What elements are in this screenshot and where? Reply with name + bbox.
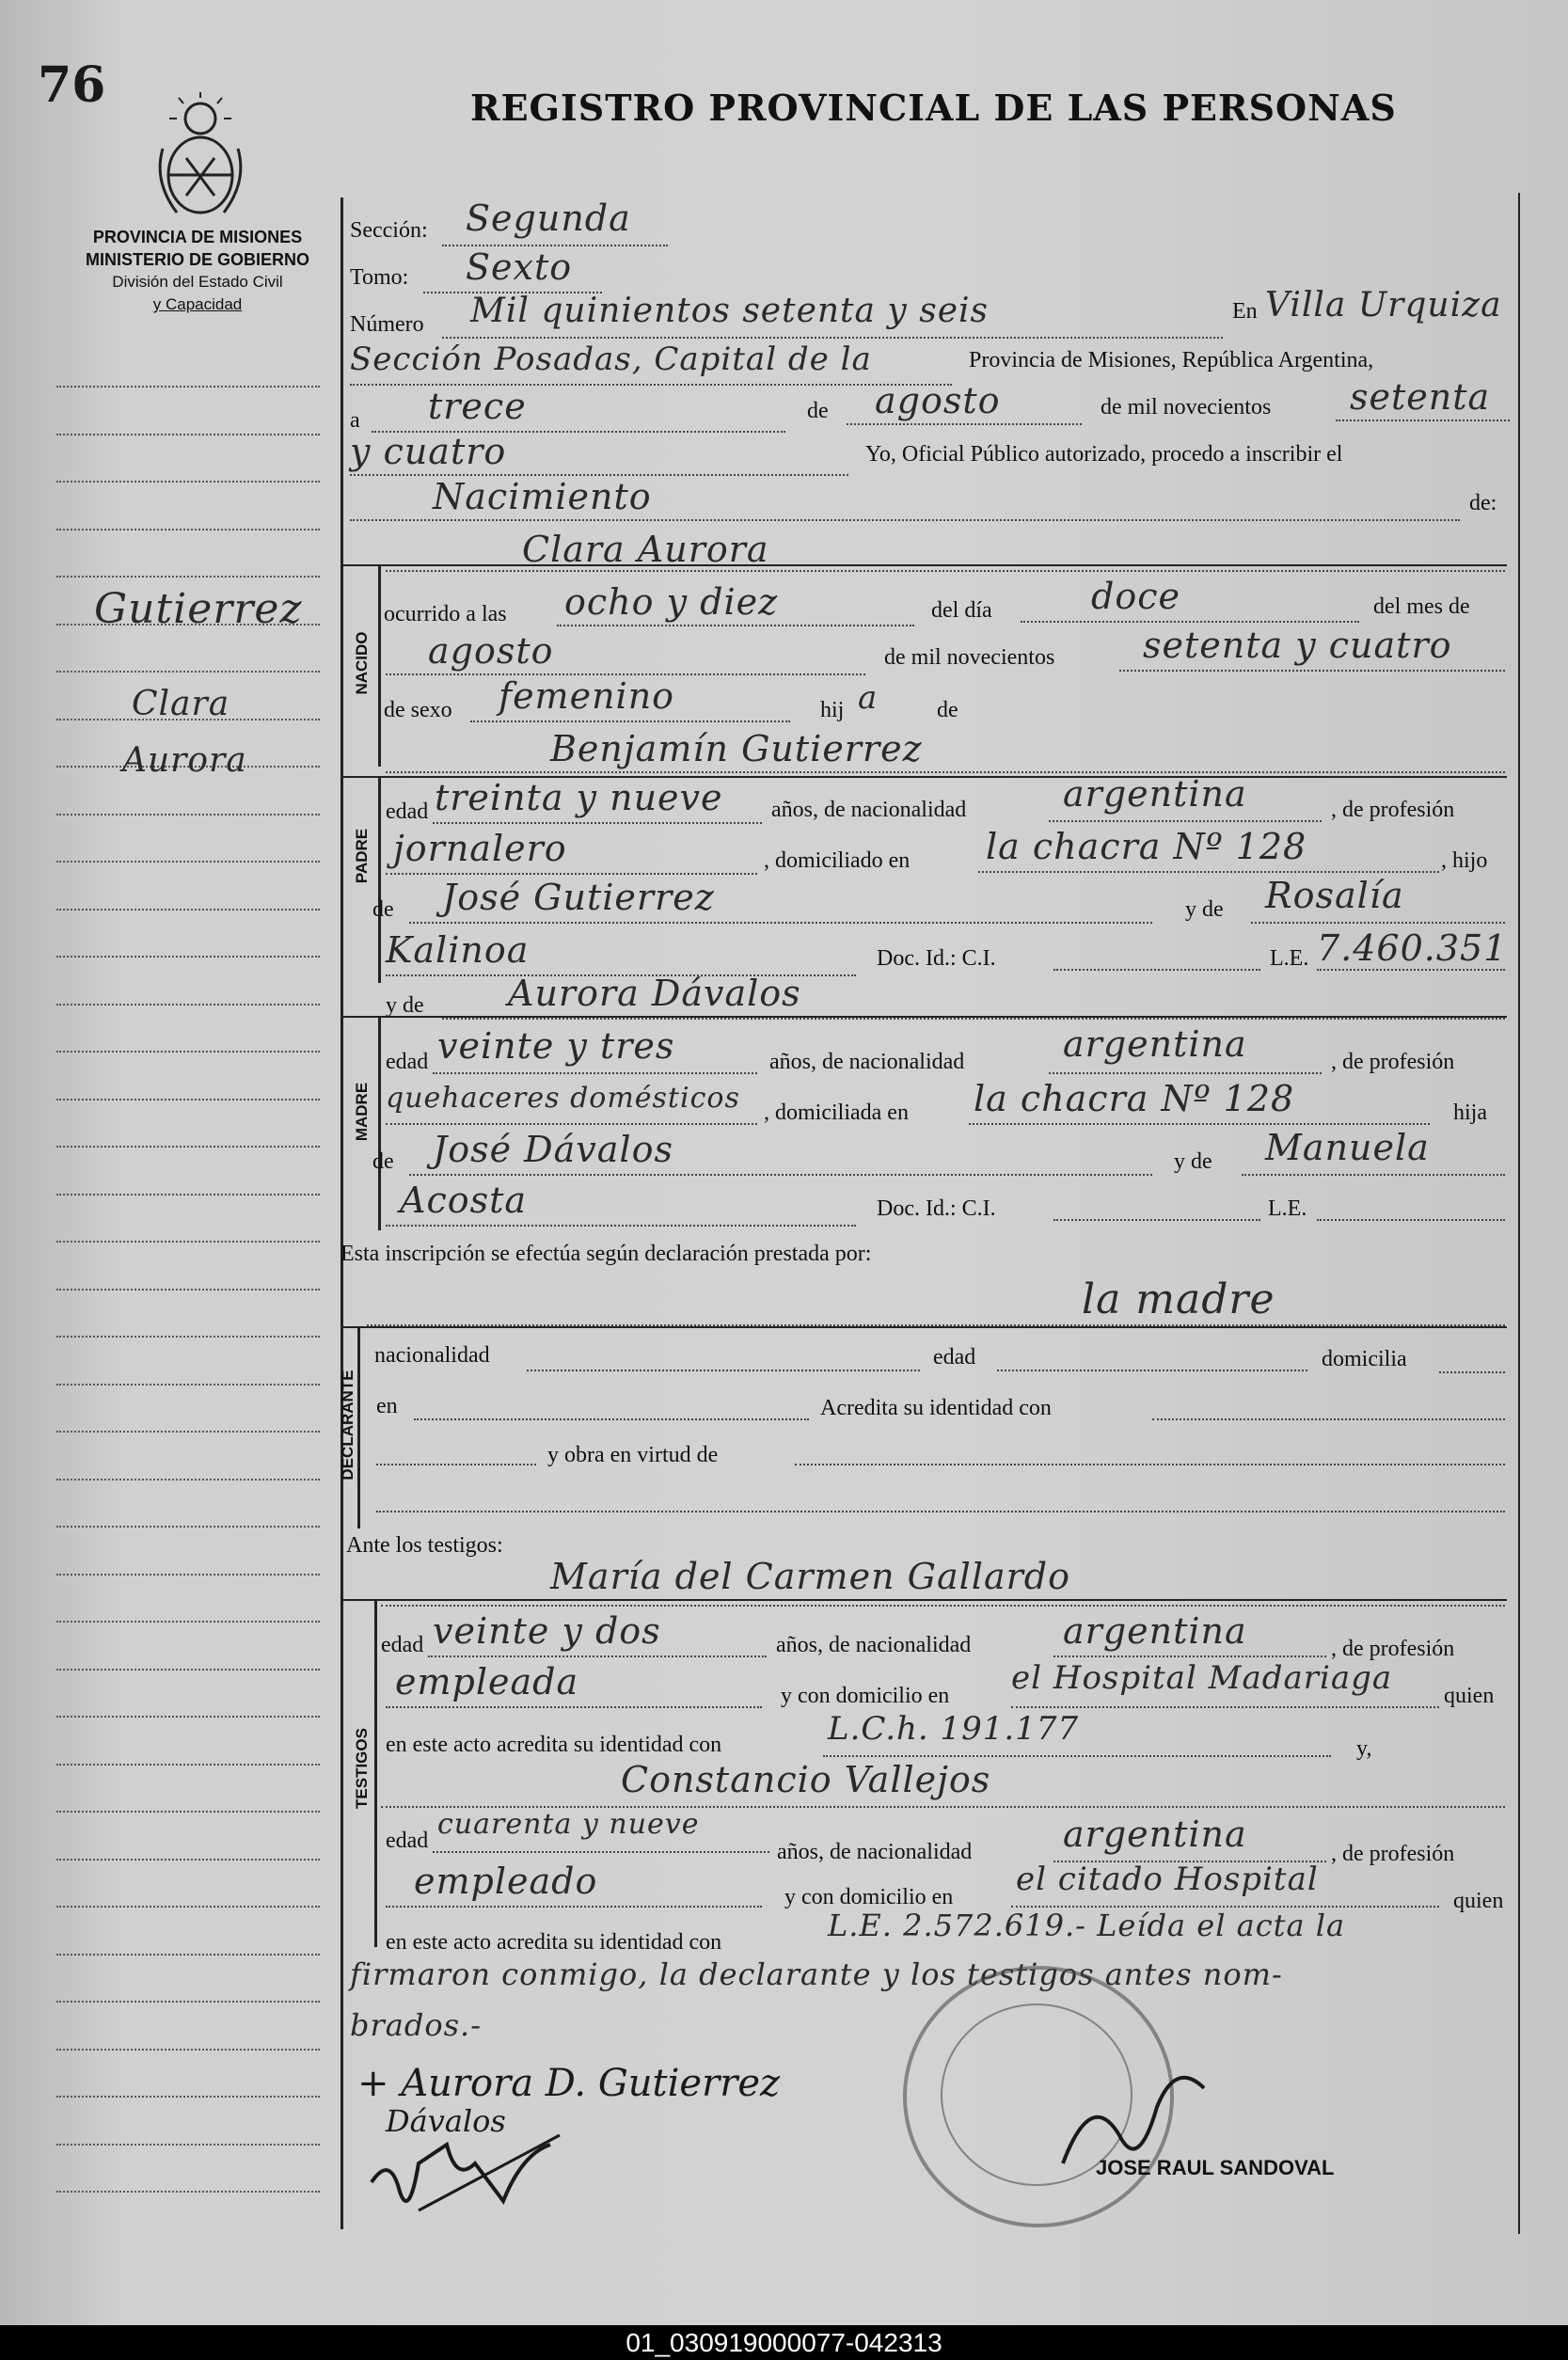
value-testigo-1: María del Carmen Gallardo (550, 1556, 1070, 1597)
value-madre-nac: argentina (1063, 1023, 1247, 1065)
label-t1-anos: años, de nacionalidad (776, 1633, 972, 1657)
value-sexo: femenino (499, 675, 675, 717)
value-testigo-2: Constancio Vallejos (621, 1759, 991, 1800)
label-t1-y: y, (1356, 1736, 1372, 1761)
label-provincia: Provincia de Misiones, República Argentina, (969, 348, 1374, 372)
ministry-name: MINISTERIO DE GOBIERNO (85, 250, 310, 269)
value-t1-edad: veinte y dos (433, 1610, 661, 1652)
label-padre-de: de (372, 897, 394, 922)
margin-ruled-line (56, 1811, 320, 1813)
testigos-rule (374, 1599, 377, 1947)
side-label-testigos: TESTIGOS (353, 1728, 371, 1809)
value-madre-dom: la chacra Nº 128 (974, 1078, 1295, 1119)
margin-ruled-line (56, 1289, 320, 1291)
coat-of-arms-icon (149, 92, 252, 224)
division-name: División del Estado Civil (112, 273, 283, 291)
value-declarante: la madre (1082, 1275, 1275, 1323)
value-mes: agosto (875, 380, 1001, 421)
label-t1-acredita: en este acto acredita su identidad con (386, 1733, 722, 1757)
label-madre-dom: , domiciliada en (764, 1101, 909, 1125)
label-t1-prof: , de profesión (1331, 1637, 1455, 1661)
margin-ruled-line (56, 2144, 320, 2146)
label-t1-quien: quien (1444, 1684, 1495, 1708)
label-t2-dom: y con domicilio en (784, 1885, 954, 1909)
label-t1-dom: y con domicilio en (781, 1684, 950, 1708)
label-de-mil: de mil novecientos (1101, 395, 1272, 420)
side-label-padre: PADRE (353, 828, 371, 884)
closing-line-1: firmaron conmigo, la declarante y los testigos antes nom- (350, 1956, 1283, 1992)
label-decl-acredita: Acredita su identidad con (820, 1396, 1052, 1420)
side-label-nacido: NACIDO (353, 631, 371, 695)
issuer-block (56, 226, 339, 316)
label-de: de (807, 399, 829, 423)
closing-line-2: brados.- (350, 2007, 483, 2043)
label-padre-prof: , de profesión (1331, 798, 1455, 822)
frame-right-rule (1518, 193, 1520, 2234)
label-padre-anos: años, de nacionalidad (771, 798, 967, 822)
margin-ruled-line (56, 2001, 320, 2003)
label-decl-obra: y obra en virtud de (547, 1443, 719, 1467)
label-seccion: Sección: (350, 218, 428, 243)
value-mes-nac: agosto (428, 630, 554, 672)
label-ocurrido: ocurrido a las (384, 602, 507, 626)
value-madre-madre-2: Acosta (400, 1180, 528, 1221)
label-tomo: Tomo: (350, 265, 409, 290)
label-t2-anos: años, de nacionalidad (777, 1840, 973, 1864)
value-t2-nac: argentina (1063, 1814, 1247, 1855)
margin-ruled-line (56, 1004, 320, 1006)
margin-ruled-line (56, 1051, 320, 1053)
value-t2-dom: el citado Hospital (1016, 1861, 1319, 1898)
label-padre-edad: edad (386, 800, 429, 824)
label-hij: hij (820, 698, 845, 722)
margin-ruled-line (56, 1241, 320, 1243)
value-t2-prof: empleado (414, 1861, 598, 1902)
label-t2-acredita: en este acto acredita su identidad con (386, 1930, 722, 1955)
label-t2-prof: , de profesión (1331, 1842, 1455, 1866)
value-dia: trece (428, 386, 527, 427)
label-de-mil-2: de mil novecientos (884, 645, 1055, 670)
label-del-dia: del día (931, 598, 992, 623)
official-name: JOSE RAUL SANDOVAL (1096, 2156, 1335, 2179)
margin-ruled-line (56, 576, 320, 578)
margin-ruled-line (56, 1194, 320, 1196)
margin-ruled-line (56, 1906, 320, 1908)
value-padre-prof: jornalero (393, 828, 567, 869)
margin-ruled-line (56, 1526, 320, 1528)
label-t2-edad: edad (386, 1829, 429, 1853)
label-padre-y-de: y de (1185, 897, 1224, 922)
signature-declarante: + Aurora D. Gutierrez (357, 2062, 781, 2105)
margin-ruled-line (56, 2191, 320, 2193)
value-t2-id: L.E. 2.572.619.- Leída el acta la (828, 1908, 1346, 1943)
label-padre-hijo: , hijo (1441, 848, 1488, 873)
value-numero: Mil quinientos setenta y seis (470, 292, 989, 330)
value-t1-nac: argentina (1063, 1610, 1247, 1652)
value-anio-nac: setenta y cuatro (1143, 625, 1452, 666)
value-nombre: Clara Aurora (522, 529, 769, 570)
testigos-top-rule (341, 1599, 1507, 1601)
label-madre-y-de: y de (1174, 1149, 1212, 1174)
label-decl-domicilia: domicilia (1322, 1347, 1407, 1371)
nacido-rule (378, 564, 381, 767)
margin-ruled-line (56, 529, 320, 531)
margin-ruled-line (56, 1764, 320, 1766)
value-madre: Aurora Dávalos (508, 973, 801, 1014)
image-id-footer: 01_030919000077-042313 (0, 2325, 1568, 2360)
page-number: 76 (38, 56, 106, 114)
value-tomo: Sexto (466, 246, 573, 288)
value-t1-prof: empleada (395, 1661, 579, 1703)
label-decl-en: en (376, 1394, 398, 1418)
value-padre-le: 7.460.351 (1317, 927, 1508, 969)
value-seccion: Segunda (466, 198, 631, 239)
margin-ruled-line (56, 956, 320, 958)
label-inscripcion: Esta inscripción se efectúa según declaración prestada por: (341, 1242, 872, 1266)
value-padre-dom: la chacra Nº 128 (986, 826, 1307, 867)
label-madre-hija: hija (1453, 1101, 1487, 1125)
margin-surname: Gutierrez (94, 585, 303, 633)
margin-ruled-line (56, 1716, 320, 1718)
side-label-madre: MADRE (353, 1082, 371, 1142)
declarante-top-rule (341, 1326, 1507, 1328)
label-testigos: Ante los testigos: (346, 1533, 503, 1558)
label-y-de-madre: y de (386, 993, 424, 1018)
margin-ruled-line (56, 386, 320, 388)
margin-name-1: Clara (132, 685, 230, 723)
value-padre: Benjamín Gutierrez (550, 728, 923, 769)
value-padre-edad: treinta y nueve (435, 777, 723, 818)
margin-ruled-line (56, 1859, 320, 1861)
value-dia-nac: doce (1091, 576, 1180, 617)
signature-witness-scribble (362, 2126, 578, 2229)
margin-ruled-line (56, 1099, 320, 1101)
side-label-declarante: DECLARANTE (339, 1370, 356, 1481)
value-lugar-1: Villa Urquiza (1265, 286, 1502, 325)
label-t1-edad: edad (381, 1633, 424, 1657)
label-madre-doc: Doc. Id.: C.I. (877, 1196, 996, 1221)
margin-ruled-line (56, 2049, 320, 2051)
label-del-mes: del mes de (1373, 594, 1470, 619)
value-padre-madre-2: Kalinoa (386, 929, 530, 971)
label-de-colon: de: (1469, 491, 1497, 515)
value-padre-madre-1: Rosalía (1265, 875, 1404, 916)
value-madre-edad: veinte y tres (437, 1025, 675, 1067)
margin-ruled-line (56, 2096, 320, 2098)
nacido-top-rule (341, 564, 1507, 566)
label-decl-nacionalidad: nacionalidad (374, 1343, 490, 1368)
value-madre-prof: quehaceres domésticos (386, 1082, 740, 1115)
value-hora: ocho y diez (564, 581, 779, 623)
margin-ruled-line (56, 1574, 320, 1576)
margin-ruled-line (56, 1954, 320, 1956)
label-yo: Yo, Oficial Público autorizado, procedo a inscribir el (865, 442, 1343, 467)
madre-rule (378, 1016, 381, 1230)
value-anio-1: setenta (1350, 376, 1491, 418)
margin-ruled-line (56, 1479, 320, 1481)
label-madre-prof: , de profesión (1331, 1050, 1455, 1074)
label-padre-doc: Doc. Id.: C.I. (877, 946, 996, 971)
value-anio-2: y cuatro (350, 431, 507, 472)
margin-ruled-line (56, 671, 320, 673)
margin-ruled-line (56, 1669, 320, 1671)
value-t2-edad: cuarenta y nueve (437, 1808, 700, 1841)
label-sexo: de sexo (384, 698, 452, 722)
document-title: REGISTRO PROVINCIAL DE LAS PERSONAS (470, 87, 1397, 129)
label-padre-le: L.E. (1270, 946, 1309, 971)
province-name: PROVINCIA DE MISIONES (92, 228, 303, 246)
margin-ruled-line (56, 434, 320, 436)
signature-declarante-2: Dávalos (386, 2103, 506, 2139)
value-hij-suffix: a (858, 679, 879, 717)
margin-name-2: Aurora (122, 741, 247, 780)
value-t1-dom: el Hospital Madariaga (1011, 1659, 1393, 1697)
value-acto: Nacimiento (433, 476, 652, 517)
label-madre-le: L.E. (1268, 1196, 1307, 1221)
label-a: a (350, 408, 360, 433)
capacity-name: y Capacidad (152, 295, 243, 313)
declarante-rule (357, 1326, 360, 1528)
value-lugar-2: Sección Posadas, Capital de la (350, 341, 872, 378)
label-en: En (1232, 299, 1258, 324)
label-padre-dom: , domiciliado en (764, 848, 911, 873)
value-madre-madre-1: Manuela (1265, 1127, 1430, 1168)
label-t2-quien: quien (1453, 1889, 1504, 1913)
margin-ruled-line (56, 814, 320, 816)
value-t1-id: L.C.h. 191.177 (828, 1710, 1080, 1748)
label-de-2: de (937, 698, 958, 722)
margin-ruled-line (56, 481, 320, 483)
label-madre-anos: años, de nacionalidad (769, 1050, 965, 1074)
margin-ruled-line (56, 1384, 320, 1386)
label-decl-edad: edad (933, 1345, 976, 1370)
margin-ruled-line (56, 861, 320, 863)
label-madre-de: de (372, 1149, 394, 1174)
margin-ruled-line (56, 1621, 320, 1623)
margin-ruled-line (56, 1431, 320, 1433)
value-padre-padre: José Gutierrez (442, 877, 715, 918)
margin-ruled-line (56, 1146, 320, 1148)
padre-rule (378, 776, 381, 983)
value-padre-nac: argentina (1063, 773, 1247, 815)
margin-ruled-line (56, 1336, 320, 1338)
label-numero: Número (350, 312, 424, 337)
label-madre-edad: edad (386, 1050, 429, 1074)
value-madre-padre: José Dávalos (433, 1129, 673, 1170)
frame-left-rule (341, 198, 343, 2229)
margin-ruled-line (56, 909, 320, 911)
